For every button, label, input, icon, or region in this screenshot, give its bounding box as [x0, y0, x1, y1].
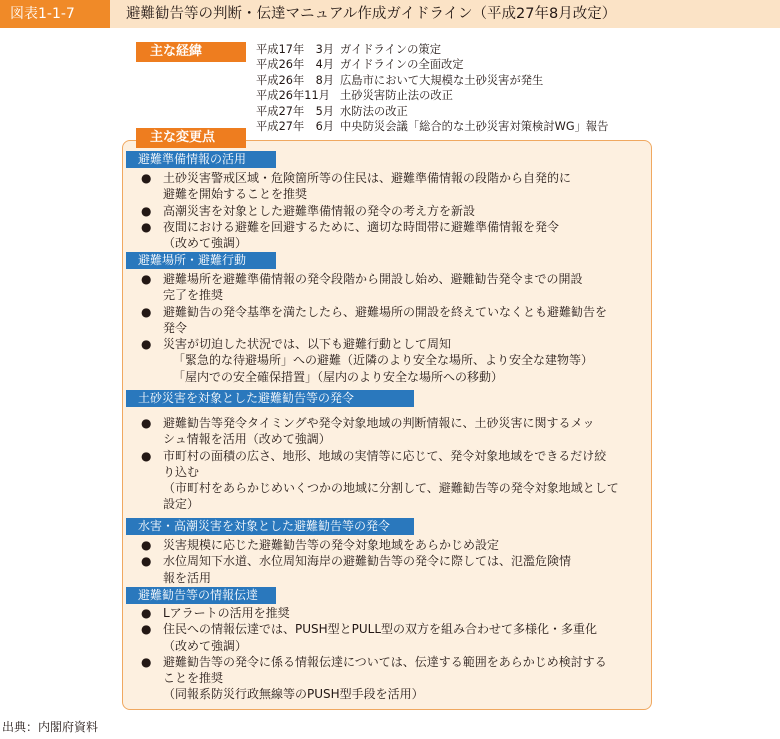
bullet-item: [141, 448, 641, 464]
item-text: シュ情報を活用（改めて強調）: [163, 432, 331, 447]
item-text: （改めて強調）: [163, 638, 248, 653]
item-text: 水位周知下水道、水位周知海岸の避難勧告等の発令に際しては、氾濫危険情: [163, 554, 572, 569]
item-text: 避難勧告等発令タイミングや発令対象地域の判断情報に、土砂災害に関するメッ: [163, 416, 595, 430]
changes-tag: 主な変更点: [136, 128, 246, 148]
item-text: 「屋内での安全確保措置」（屋内のより安全な場所への移動）: [173, 369, 504, 384]
history-date: 平成27年 5月: [256, 104, 335, 118]
item-continuation: [141, 235, 641, 251]
bullet-item: [141, 553, 641, 569]
history-date: 平成26年 8月: [256, 73, 335, 87]
bullet-item: [141, 219, 641, 235]
item-continuation: [141, 320, 641, 336]
bullet-item: [141, 654, 641, 670]
item-text: 避難勧告の発令基準を満たしたら、避難場所の開設を終えていなくとも避難勧告を: [163, 304, 608, 319]
history-date: 平成17年 3月: [256, 43, 335, 56]
item-text: 報を活用: [163, 570, 212, 585]
section-heading: 避難勧告等の情報伝達: [126, 587, 276, 604]
history-text: ガイドラインの全面改定: [340, 58, 464, 72]
item-text: Lアラートの活用を推奨: [163, 606, 290, 620]
history-row: [256, 104, 608, 119]
history-tag: 主な経緯: [136, 42, 246, 62]
item-text: 避難勧告等の発令に係る情報伝達については、伝達する範囲をあらかじめ検討する: [163, 654, 607, 669]
section-items: [141, 605, 641, 703]
bullet-icon: ●: [141, 304, 152, 319]
section-heading: 水害・高潮災害を対象とした避難勧告等の発令: [126, 518, 414, 535]
section-heading: 避難準備情報の活用: [126, 151, 276, 168]
item-text: り込む: [163, 464, 200, 479]
history-row: [256, 57, 608, 72]
bullet-item: [141, 271, 641, 287]
history-text: 広島市において大規模な土砂災害が発生: [340, 73, 544, 87]
item-text: （市町村をあらかじめいくつかの地域に分割して、避難勧告等の発令対象地域として: [163, 481, 619, 496]
item-text: 夜間における避難を回避するために、適切な時間帯に避難準備情報を発令: [163, 219, 560, 234]
bullet-icon: ●: [141, 203, 152, 218]
bullet-icon: ●: [141, 554, 152, 569]
bullet-item: [141, 336, 641, 352]
history-date: 平成26年 4月: [256, 58, 335, 72]
bullet-item: [141, 170, 641, 186]
bullet-icon: ●: [141, 538, 152, 552]
history-row: [256, 73, 608, 88]
item-continuation: [141, 369, 641, 385]
history-date: 平成27年 6月: [256, 119, 335, 133]
item-continuation: [141, 287, 641, 303]
item-continuation: [141, 570, 641, 586]
item-continuation: [141, 496, 641, 512]
bullet-icon: ●: [141, 622, 152, 637]
bullet-item: [141, 621, 641, 637]
history-text: 中央防災会議「総合的な土砂災害対策検討WG」報告: [340, 119, 609, 133]
item-continuation: [141, 638, 641, 654]
bullet-icon: ●: [141, 272, 152, 286]
bullet-icon: ●: [141, 337, 152, 352]
history-text: ガイドラインの策定: [340, 43, 441, 56]
history-row: [256, 88, 608, 103]
item-text: 災害規模に応じた避難勧告等の発令対象地域をあらかじめ設定: [163, 538, 500, 552]
section-items: [141, 271, 641, 385]
item-text: 避難場所を避難準備情報の発令段階から開設し始め、避難勧告発令までの開設: [163, 272, 583, 286]
section-items: [141, 170, 641, 251]
source-note: 出典：内閣府資料: [2, 720, 99, 734]
bullet-icon: ●: [141, 606, 152, 620]
bullet-item: [141, 304, 641, 320]
figure-title: 避難勧告等の判断・伝達マニュアル作成ガイドライン（平成27年8月改定）: [126, 6, 617, 22]
item-text: 避難を開始することを推奨: [163, 187, 308, 202]
history-row: [256, 42, 608, 57]
item-text: （同報系防災行政無線等のPUSH型手段を活用）: [163, 687, 424, 702]
item-text: （改めて強調）: [163, 236, 248, 251]
bullet-item: [141, 415, 641, 431]
item-continuation: [141, 186, 641, 202]
bullet-item: [141, 537, 641, 553]
bullet-icon: ●: [141, 219, 152, 234]
item-text: 完了を推奨: [163, 288, 224, 303]
section-heading: 避難場所・避難行動: [126, 252, 276, 269]
item-text: 災害が切迫した状況では、以下も避難行動として周知: [163, 337, 452, 352]
item-text: 高潮災害を対象とした避難準備情報の発令の考え方を新設: [163, 203, 476, 218]
item-continuation: [141, 431, 641, 447]
item-text: 発令: [163, 320, 188, 335]
item-continuation: [141, 686, 641, 702]
bullet-item: [141, 605, 641, 621]
history-text: 土砂災害防止法の改正: [340, 89, 453, 103]
history-date: 平成26年11月: [256, 89, 330, 103]
bullet-icon: ●: [141, 171, 152, 185]
history-row: [256, 119, 608, 134]
item-continuation: [141, 670, 641, 686]
bullet-icon: ●: [141, 654, 152, 669]
item-text: 設定）: [163, 497, 200, 512]
item-text: 市町村の面積の広さ、地形、地域の実情等に応じて、発令対象地域をできるだけ絞: [163, 448, 607, 463]
figure-label: 図表1-1-7: [0, 0, 110, 28]
item-text: 「緊急的な待避場所」への避難（近隣のより安全な場所、より安全な建物等）: [173, 353, 594, 368]
history-text: 水防法の改正: [340, 104, 408, 118]
item-continuation: [141, 480, 641, 496]
bullet-icon: ●: [141, 416, 152, 430]
item-text: 住民への情報伝達では、PUSH型とPULL型の双方を組み合わせて多様化・多重化: [163, 622, 598, 637]
section-heading: 土砂災害を対象とした避難勧告等の発令: [126, 390, 414, 407]
bullet-icon: ●: [141, 448, 152, 463]
section-items: [141, 537, 641, 586]
item-continuation: [141, 464, 641, 480]
history-list: [256, 42, 608, 134]
item-text: 土砂災害警戒区域・危険箇所等の住民は、避難準備情報の段階から自発的に: [163, 171, 572, 185]
bullet-item: [141, 203, 641, 219]
item-continuation: [141, 352, 641, 368]
section-items: [141, 415, 641, 513]
item-text: ことを推奨: [163, 671, 224, 686]
figure-header: [0, 0, 780, 28]
